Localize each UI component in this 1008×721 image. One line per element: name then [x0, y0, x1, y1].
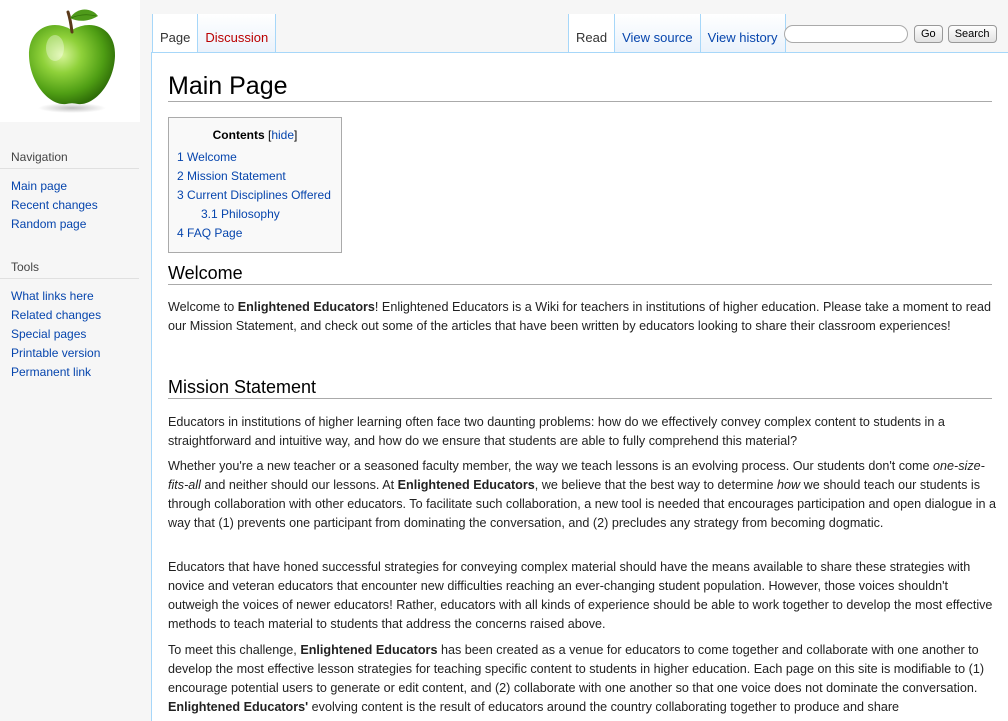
view-tabs — [568, 14, 786, 53]
sidebar-item-permanent-link[interactable]: Permanent link — [11, 365, 92, 379]
toc-item — [177, 224, 341, 243]
toc-item — [177, 186, 341, 205]
sidebar-item-printable-version[interactable]: Printable version — [11, 346, 101, 360]
sidebar-item-special-pages[interactable]: Special pages — [11, 327, 87, 341]
green-apple-logo-icon — [22, 4, 122, 116]
toc-link-welcome[interactable]: 1 Welcome — [177, 150, 237, 164]
toc-item — [177, 205, 341, 224]
toc-hide-wrapper: [hide] — [267, 128, 298, 142]
welcome-paragraph: Welcome to Enlightened Educators! Enlightened Educators is a Wiki for teachers in institutions of higher education. Please take a moment to read our Mission Statement, and check out some of the articles that have been written by educators looking to share their classroom experiences! — [168, 300, 991, 333]
mission-paragraph-2: Whether you're a new teacher or a seasoned faculty member, the way we teach lessons is an evolving process. Our students don't come one-size-fits-all and neither should our lessons. At Enlightened Educators, we believe that the best way to determine how we should teach our students is through collaboration with other educators. To facilitate such collaboration, a new tool is needed that encourages participation and open dialogue in a way that (1) prevents one participant from dominating the conversation, and (2) precludes any strategy from becoming dogmatic. — [168, 459, 997, 530]
sidebar-item-main-page[interactable]: Main page — [11, 179, 68, 193]
toc-link-faq-page[interactable]: 4 FAQ Page — [177, 226, 243, 240]
sidebar-item-random-page[interactable]: Random page — [11, 217, 87, 231]
mission-paragraph-3: Educators that have honed successful strategies for conveying complex material should have the means available to share these strategies with novice and veteran educators that encounter new difficulties reaching an ever-changing student population. However, those voices shouldn't outweigh the voices of newer educators! Rather, educators with all kinds of experience should be able to work together to develop the most effective methods to teach material to students that address the concerns raised above. — [168, 560, 993, 631]
toc-hide-link[interactable]: hide — [271, 128, 295, 142]
site-logo[interactable] — [0, 0, 140, 122]
welcome-heading: Welcome — [168, 262, 992, 285]
mission-paragraph-4: To meet this challenge, Enlightened Educators has been created as a venue for educators to come together and collaborate with one another to develop the most effective lesson strategies for teaching specific content to students in higher education. Each page on this site is modifiable to (1) encourage potential users to generate or edit content, and (2) collaborate with one another so that one voice does not dominate the conversation. Enlightened Educators' evolving content is the result of educators around the country collaborating together to produce and share — [168, 643, 985, 714]
tab-view-history[interactable]: View history — [701, 14, 786, 52]
sidebar-tools — [0, 260, 150, 382]
navigation-heading: Navigation — [0, 150, 139, 169]
sidebar-item-recent-changes[interactable]: Recent changes — [11, 198, 98, 212]
toc-header — [169, 128, 341, 142]
toc-link-philosophy[interactable]: 3.1 Philosophy — [201, 207, 280, 221]
toc-link-current-disciplines[interactable]: 3 Current Disciplines Offered — [177, 188, 331, 202]
sidebar-item-what-links-here[interactable]: What links here — [11, 289, 94, 303]
namespace-tabs — [152, 14, 276, 53]
toc-item — [177, 148, 341, 167]
table-of-contents — [168, 117, 342, 253]
page-title: Main Page — [168, 71, 992, 102]
toc-title: Contents — [212, 128, 265, 142]
mission-paragraph-1: Educators in institutions of higher learning often face two daunting problems: how do we effectively convey complex content to students in a straightforward and intuitive way, and how do we ensure that students are able to fully comprehend this material? — [168, 415, 945, 448]
tools-heading: Tools — [0, 260, 139, 279]
tab-page[interactable]: Page — [152, 14, 198, 52]
tab-read[interactable]: Read — [568, 14, 615, 52]
search-button[interactable]: Search — [948, 25, 997, 43]
search-input[interactable] — [784, 25, 908, 43]
search-form — [784, 25, 997, 43]
page-content — [151, 52, 1008, 721]
sidebar-navigation — [0, 150, 150, 234]
toc-link-mission-statement[interactable]: 2 Mission Statement — [177, 169, 286, 183]
mission-statement-heading: Mission Statement — [168, 376, 992, 399]
tab-discussion[interactable]: Discussion — [198, 14, 276, 52]
sidebar-item-related-changes[interactable]: Related changes — [11, 308, 102, 322]
toc-item — [177, 167, 341, 186]
tab-view-source[interactable]: View source — [615, 14, 701, 52]
go-button[interactable]: Go — [914, 25, 943, 43]
